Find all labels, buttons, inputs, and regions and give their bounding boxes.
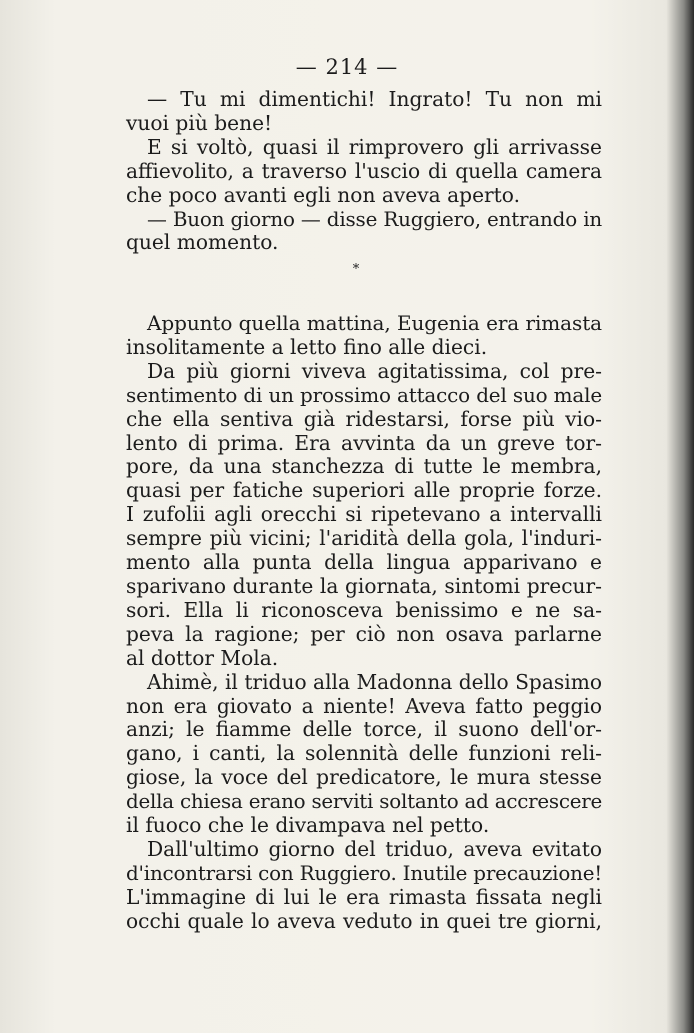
page-number: — 214 — (295, 55, 399, 79)
text-line: anzi; le fiamme delle torce, il suono dell'or- (126, 717, 602, 742)
text-line: gano, i canti, la solennità delle funzioni reli- (126, 741, 602, 766)
narrative-block (126, 312, 602, 934)
text-line: peva la ragione; per ciò non osava parlarne (126, 621, 602, 646)
text-line: mento alla punta della lingua apparivano e (126, 550, 602, 575)
text-line: Da più giorni viveva agitatissima, col pre- (147, 358, 602, 383)
text-line: E si voltò, quasi il rimprovero gli arrivasse (147, 134, 602, 159)
text-line: che ella sentiva già ridestarsi, forse più vio- (126, 406, 602, 431)
text-line: sparivano durante la giornata, sintomi precur- (126, 573, 602, 598)
section-separator: * (352, 262, 360, 277)
text-line: Ahimè, il triduo alla Madonna dello Spasimo (147, 669, 602, 694)
text-line: non era giovato a niente! Aveva fatto peggio (126, 693, 602, 718)
text-line: sempre più vicini; l'aridità della gola, l'induri- (126, 526, 602, 551)
text-line: — Tu mi dimentichi! Ingrato! Tu non mi (147, 87, 602, 111)
text-line: insolitamente a letto fino alle dieci. (126, 334, 488, 359)
text-line: quel momento. (126, 230, 279, 255)
text-line: Appunto quella mattina, Eugenia era rimasta (147, 311, 602, 335)
text-line: quasi per fatiche superiori alle proprie forze. (126, 478, 602, 503)
text-line: sori. Ella li riconosceva benissimo e ne sa- (126, 597, 602, 622)
text-line: occhi quale lo aveva veduto in quei tre giorni, (126, 908, 602, 933)
text-line: affievolito, a traverso l'uscio di quella camera (126, 158, 602, 183)
text-line: giose, la voce del predicatore, le mura stesse (126, 765, 602, 790)
text-line: pore, da una stanchezza di tutte le membra, (126, 454, 602, 479)
text-line: sentimento di un prossimo attacco del suo male (126, 382, 602, 407)
text-line: al dottor Mola. (126, 645, 279, 670)
text-line: d'incontrarsi con Ruggiero. Inutile precauzione! (126, 861, 603, 885)
dialogue-block (126, 88, 602, 255)
text-line: — Buon giorno — disse Ruggiero, entrando in (147, 207, 602, 231)
text-line: che poco avanti egli non aveva aperto. (126, 182, 520, 207)
text-line: il fuoco che le divampava nel petto. (126, 813, 490, 838)
text-line: vuoi più bene! (126, 110, 273, 135)
text-line: Dall'ultimo giorno del triduo, aveva evitato (147, 836, 602, 861)
text-line: I zufolii agli orecchi si ripetevano a intervalli (126, 502, 602, 527)
text-line: lento di prima. Era avvinta da un greve tor- (126, 430, 602, 455)
text-line: della chiesa erano serviti soltanto ad accrescere (126, 790, 603, 814)
text-line: L'immagine di lui le era rimasta fissata negli (126, 884, 602, 909)
